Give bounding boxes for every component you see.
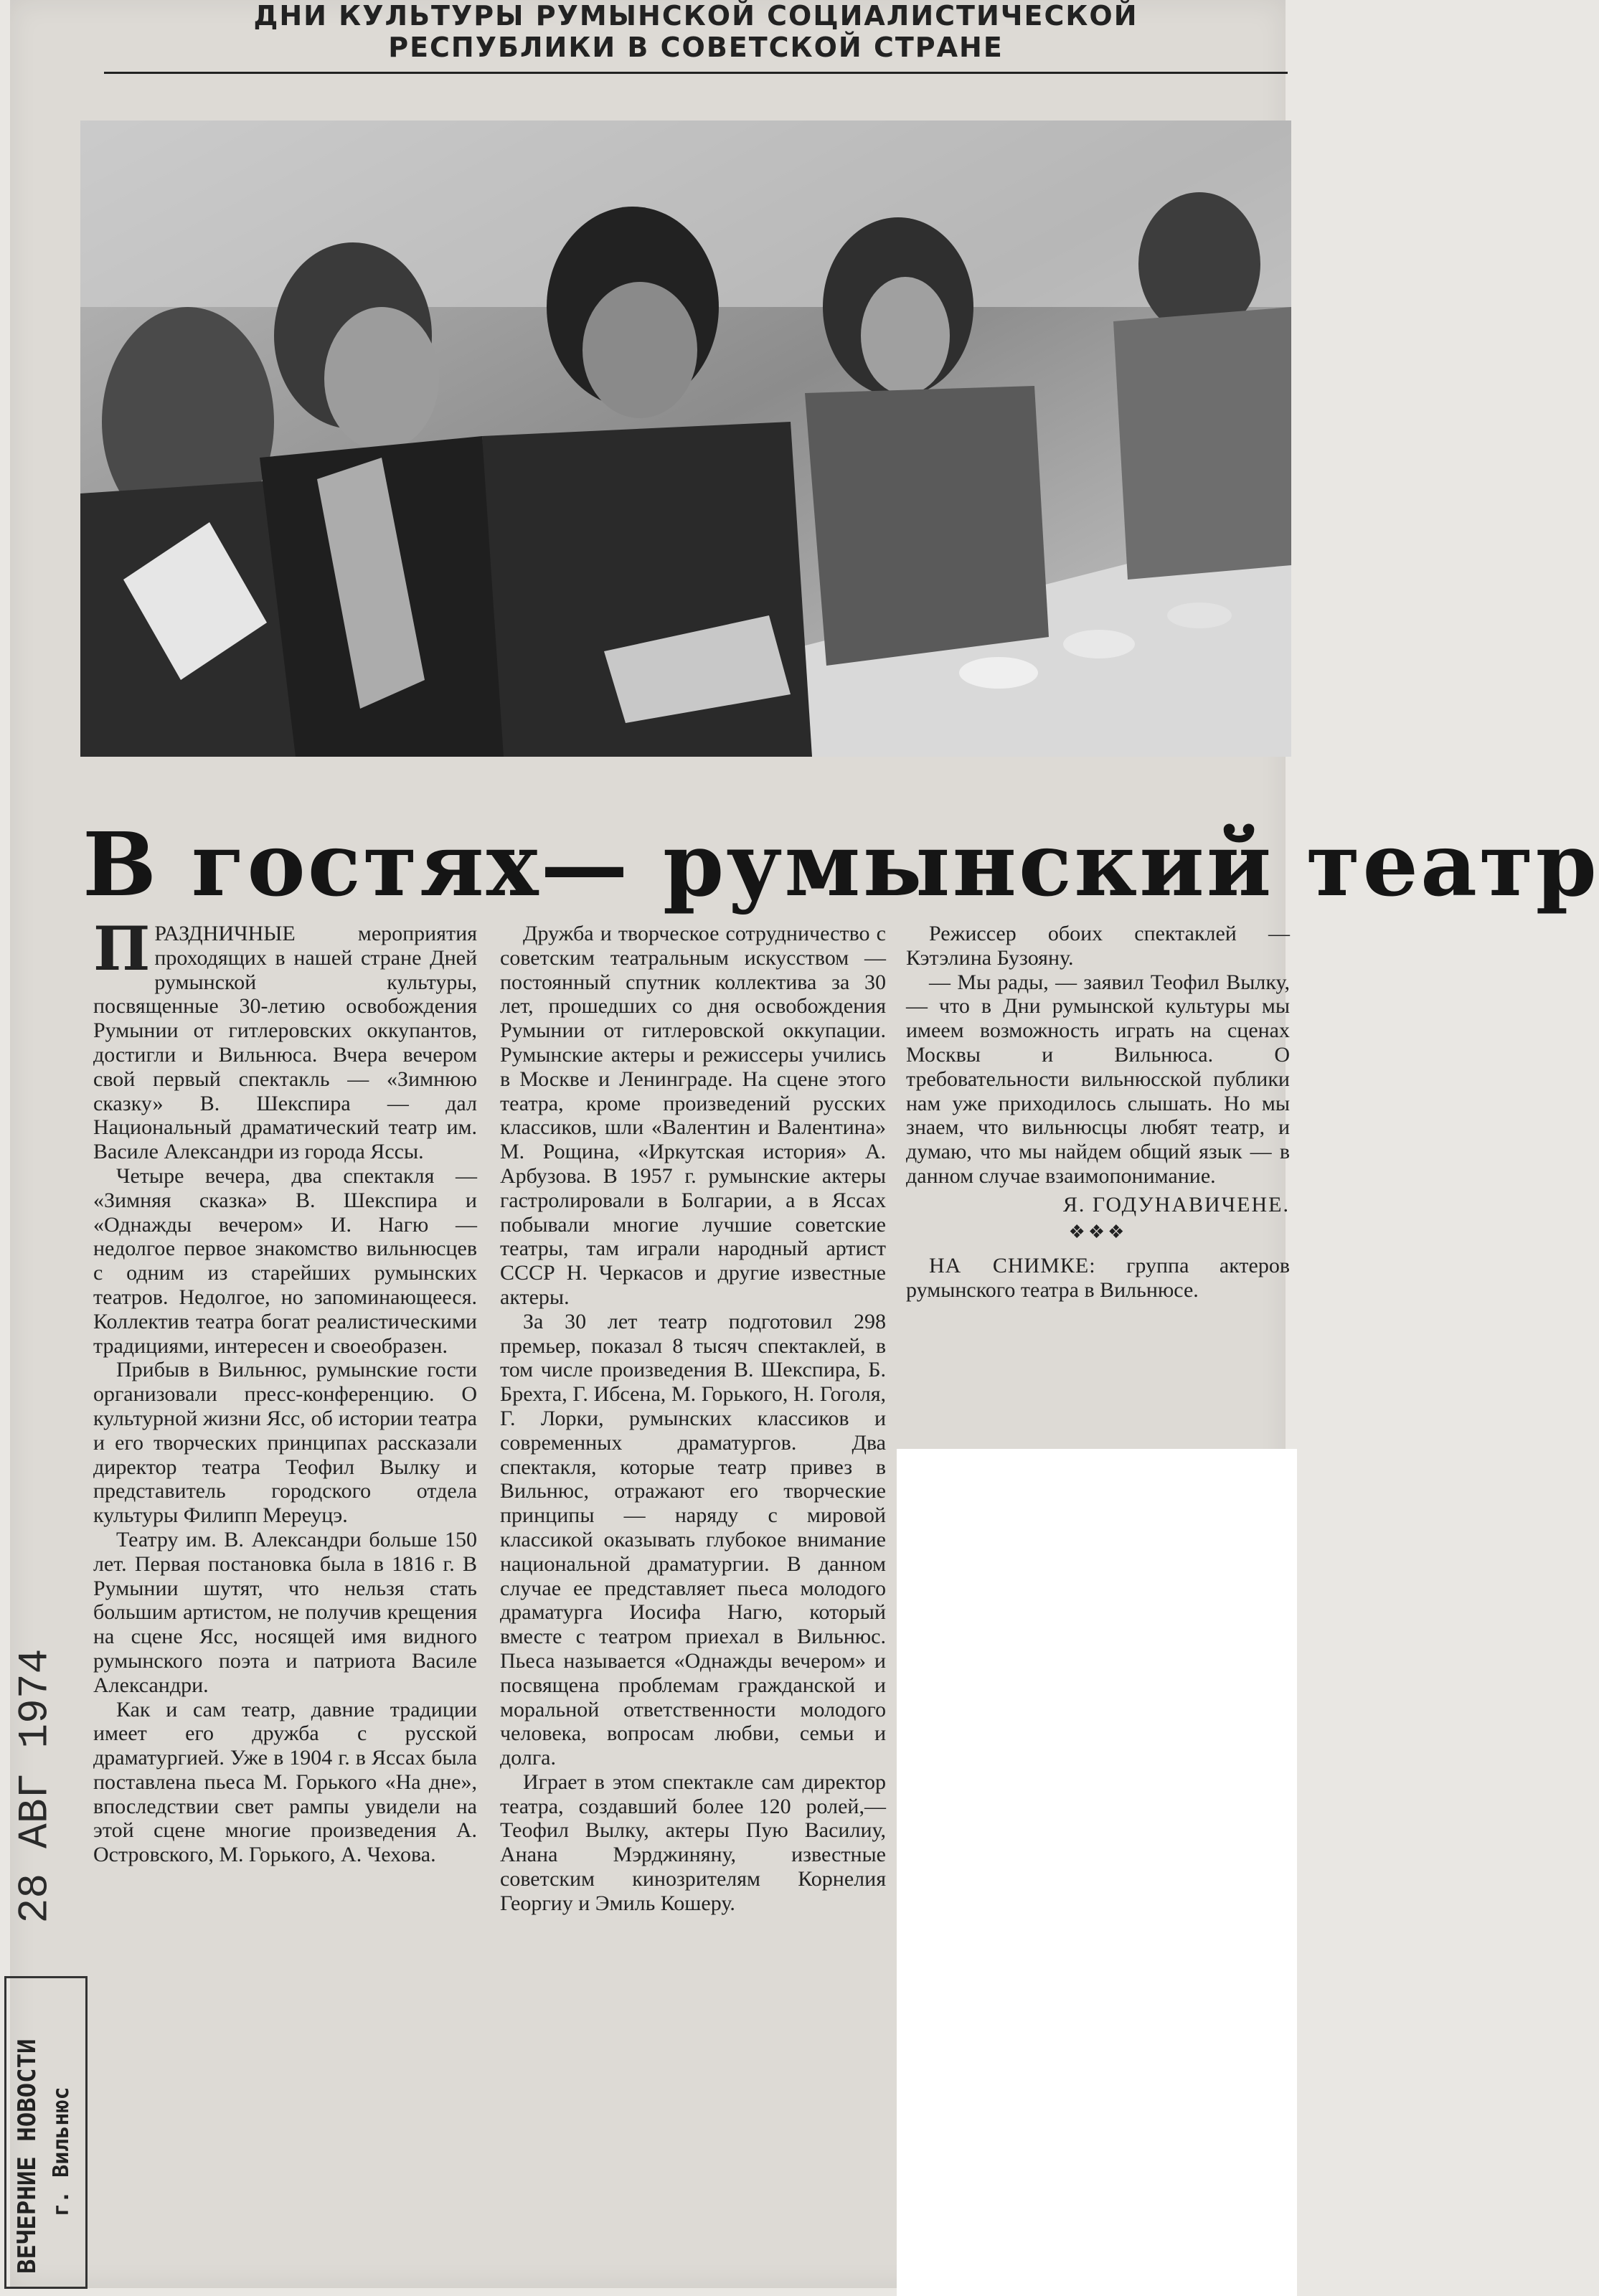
paragraph: Театру им. В. Александри больше 150 лет. Первая постановка была в 1816 г. В Румынии шутят, что нельзя стать большим артистом, не получив крещения на сцене Ясс, носящей имя видного румынского поэта и патриота Василе Александри.	[93, 1527, 477, 1697]
author-byline: Я. ГОДУНАВИЧЕНЕ.	[1062, 1192, 1290, 1216]
paragraph: Четыре вечера, два спектакля — «Зимняя сказка» В. Шекспира и «Однажды вечером» И. Нагю — недолгое первое знакомство вильнюсцев с одним из старейших румынских театров. Недолгое, но запоминающееся. Коллектив театра богат реалистическими традициями, интересен и своеобразен.	[93, 1163, 477, 1358]
caption-text: группа актеров румынского театра в Вильнюсе.	[906, 1254, 1291, 1303]
rubric-line-2: РЕСПУБЛИКИ В СОВЕТСКОЙ СТРАНЕ	[388, 32, 1004, 63]
caption-label: НА СНИМКЕ:	[929, 1254, 1096, 1278]
newspaper-name: ВЕЧЕРНИЕ НОВОСТИ	[13, 2038, 42, 2274]
article-column-2	[500, 922, 886, 2120]
photo-illustration	[80, 121, 1291, 757]
article-column-1	[93, 913, 477, 1912]
paragraph: ПРАЗДНИЧНЫЕ мероприятия проходящих в нашей стране Дней румынской культуры, посвященные 30-летию освобождения Румынии от гитлеровских оккупантов, достигли и Вильнюса. Вчера вечером свой первый спектакль — «Зимнюю сказку» В. Шекспира — дал Национальный драматический театр им. Василе Александри из города Яссы.	[93, 913, 477, 1164]
paragraph: Прибыв в Вильнюс, румынские гости организовали пресс-конференцию. О культурной жизни Ясс, об истории театра и его творческих принципах рассказали директор театра Теофил Вылку и представитель городского отдела культуры Филипп Мереуцэ.	[93, 1358, 477, 1528]
paragraph: Режиссер обоих спектаклей — Кэтэлина Бузояну.	[906, 922, 1290, 970]
paragraph: За 30 лет театр подготовил 298 премьер, показал 8 тысяч спектаклей, в том числе произведения В. Шекспира, Б. Брехта, Г. Ибсена, М. Горького, Н. Гоголя, Г. Лорки, румынских классиков и современных драматургов. Два спектакля, которые театр привез в Вильнюс, отражают его творческие принципы — наряду с мировой классикой оказывать глубокое внимание национальной драматургии. В данном случае ее представляет пьеса молодого драматурга Иосифа Нагю, который вместе с театром приехал в Вильнюс. Пьеса называется «Однажды вечером» и посвящена проблемам гражданской и моральной ответственности молодого человека, вопросам любви, семьи и долга.	[500, 1309, 886, 1770]
group-photo	[80, 121, 1291, 757]
paragraph: Как и сам театр, давние традиции имеет его дружба с русской драматургией. Уже в 1904 г. в Яссах была поставлена пьеса М. Горького «На дне», впоследствии свет рампы увидели на этой сцене многие произведения А. Островского, М. Горького, А. Чехова.	[93, 1697, 477, 1867]
paragraph: — Мы рады, — заявил Теофил Вылку, — что в Дни румынской культуры мы имеем возможность играть на сценах Москвы и Вильнюса. О требовательности вильнюсской публики нам уже приходилось слышать. Но мы знаем, что вильнюсцы любят театр, и думаю, что мы найдем общий язык — в данном случае взаимопонимание.	[906, 970, 1290, 1188]
photo-caption	[906, 1254, 1290, 1303]
paragraph: Дружба и творческое сотрудничество с советским театральным искусством — постоянный спутник коллектива за 30 лет, прошедших со дня освобождения Румынии от гитлеровской оккупации. Румынские актеры и режиссеры учились в Москве и Ленинграде. На сцене этого театра, кроме произведений русских классиков, шли «Валентин и Валентина» М. Рощина, «Иркутская история» А. Арбузова. В 1957 г. румынские актеры гастролировали в Болгарии, а в Яссах побывали многие лучшие советские театры, там играли народный артист СССР Н. Черкасов и другие известные актеры.	[500, 922, 886, 1309]
rubric-line-1: ДНИ КУЛЬТУРЫ РУМЫНСКОЙ СОЦИАЛИСТИЧЕСКОЙ	[253, 0, 1138, 32]
paragraph: Играет в этом спектакле сам директор театра, создавший более 120 ролей,—Теофил Вылку, актеры Пую Василиу, Анана Мэрджиняну, известные советским кинозрителям Корнелия Георгиу и Эмиль Кошеру.	[500, 1770, 886, 1915]
section-rubric	[104, 0, 1288, 74]
date-stamp: 28 АВГ 1974	[12, 1648, 60, 1924]
drop-cap: П	[93, 913, 151, 984]
ornament-icon: ❖❖❖	[1068, 1221, 1128, 1242]
article-column-3	[906, 922, 1290, 1424]
newspaper-city: г. Вильнюс	[49, 2087, 74, 2216]
article-headline: В гостях— румынский театр	[82, 813, 1599, 916]
blank-area	[897, 1449, 1297, 2296]
